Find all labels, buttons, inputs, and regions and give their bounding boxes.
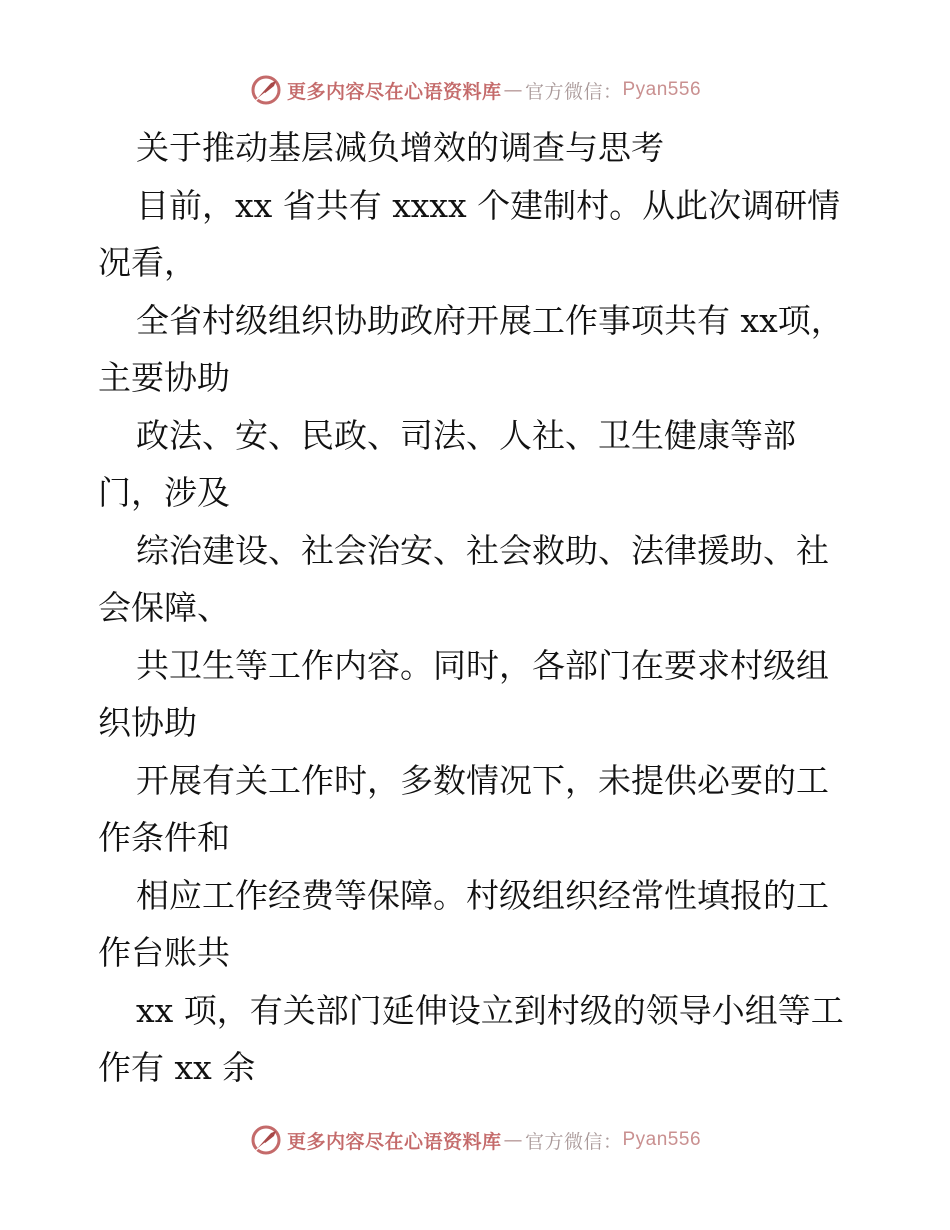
paragraph — [98, 177, 858, 292]
paragraph — [98, 637, 858, 752]
document-title: 关于推动基层减负增效的调查与思考 — [136, 128, 664, 167]
paragraph — [98, 867, 858, 982]
paragraph-line: 全省村级组织协助政府开展工作事项共有 xx — [136, 300, 778, 340]
paragraph-line: 政法、安、民政、司法、人社、卫生健康等部 — [136, 415, 796, 455]
document-body — [98, 119, 858, 1097]
paragraph-continuation: 作台账共 — [98, 933, 230, 972]
watermark-separator: — — [503, 79, 523, 101]
paragraph-continuation: 作条件和 — [98, 818, 230, 857]
paragraph-line: 目前，xx 省共有 xxxx 个建制村。从此次调研 — [136, 185, 808, 225]
paragraph-continuation: 织协助 — [98, 703, 197, 742]
watermark-brand: 更多内容尽在心语资料库 — [286, 80, 502, 103]
paragraph — [98, 982, 858, 1097]
paragraph-continuation: 情况看， — [98, 185, 841, 282]
paragraph — [98, 752, 858, 867]
paragraph-line: 综治建设、社会治安、社会救助、法律援助、社 — [136, 530, 829, 570]
paragraph-line: xx 项，有关部门延伸设立到村级的领导小组等 — [136, 990, 811, 1030]
header-watermark — [0, 70, 950, 110]
paragraph-continuation: 会保障、 — [98, 588, 230, 627]
paragraph — [98, 522, 858, 637]
paragraph — [98, 407, 858, 522]
paragraph-line: 相应工作经费等保障。村级组织经常性填报的工 — [136, 875, 829, 915]
paragraph-continuation: 工作有 xx 余 — [98, 990, 844, 1087]
paragraph-continuation: 门，涉及 — [98, 473, 230, 512]
watermark-brand: 更多内容尽在心语资料库 — [286, 1130, 502, 1153]
paragraph-line: 开展有关工作时，多数情况下，未提供必要的工 — [136, 760, 829, 800]
watermark-label: 官方微信： — [524, 80, 623, 103]
watermark-wechat-id: Pyan556 — [622, 79, 702, 100]
paragraph — [98, 292, 858, 407]
paragraph-continuation: 项，主要协助 — [98, 300, 844, 397]
quill-logo-icon — [249, 1123, 283, 1157]
quill-logo-icon — [249, 73, 283, 107]
watermark-separator: — — [503, 1129, 523, 1151]
paragraph-line: 共卫生等工作内容。同时，各部门在要求村级组 — [136, 645, 829, 685]
watermark-label: 官方微信： — [524, 1130, 623, 1153]
footer-watermark — [0, 1120, 950, 1160]
watermark-wechat-id: Pyan556 — [622, 1129, 702, 1150]
